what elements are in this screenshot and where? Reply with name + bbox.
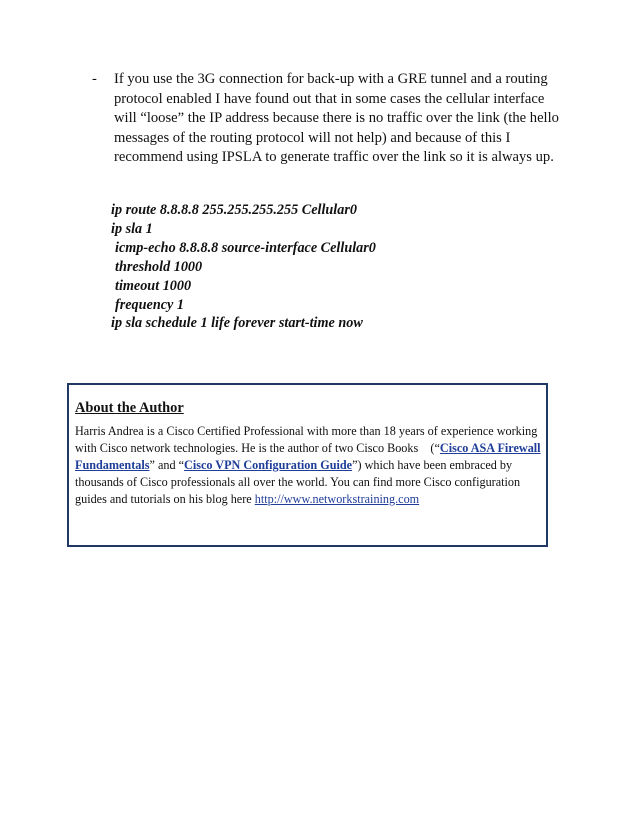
book-link-vpn-guide[interactable]: Cisco VPN Configuration Guide bbox=[184, 458, 353, 472]
code-line: icmp-echo 8.8.8.8 source-interface Cellular0 bbox=[115, 239, 376, 256]
about-author-heading: About the Author bbox=[75, 400, 184, 416]
book-link-asa-firewall[interactable]: Cisco ASA Firewall bbox=[439, 441, 541, 455]
bullet-line: protocol enabled I have found out that in some cases the cellular interface bbox=[114, 90, 545, 107]
author-line: Harris Andrea is a Cisco Certified Professional with more than 18 years of experience working bbox=[75, 424, 538, 438]
author-line: thousands of Cisco professionals all over the world. You can find more Cisco configuration bbox=[75, 475, 521, 489]
blog-link[interactable]: http://www.networkstraining.com bbox=[254, 492, 420, 506]
book-link-asa-firewall-cont[interactable]: Fundamentals bbox=[75, 458, 150, 472]
bullet-line: messages of the routing protocol will not help) and because of this I bbox=[114, 129, 511, 146]
bullet-item bbox=[92, 70, 572, 168]
bullet-line: If you use the 3G connection for back-up with a GRE tunnel and a routing bbox=[114, 71, 548, 87]
bullet-marker: - bbox=[92, 71, 97, 87]
bullet-line: recommend using IPSLA to generate traffic over the link so it is always up. bbox=[114, 149, 554, 166]
author-line bbox=[75, 457, 545, 474]
author-text-segment: ” and “ bbox=[149, 458, 185, 472]
code-line: ip route 8.8.8.8 255.255.255.255 Cellular0 bbox=[111, 202, 357, 218]
author-line bbox=[75, 491, 545, 508]
author-text-segment: guides and tutorials on his blog here bbox=[75, 492, 255, 506]
author-text-segment: with Cisco network technologies. He is the author of two Cisco Books (“ bbox=[75, 441, 440, 455]
code-line: frequency 1 bbox=[115, 296, 184, 313]
about-author-text bbox=[75, 423, 545, 508]
author-text-segment: ”) which have been embraced by bbox=[352, 458, 513, 472]
code-line: timeout 1000 bbox=[115, 277, 192, 294]
about-author-box bbox=[67, 383, 548, 547]
code-line: ip sla 1 bbox=[111, 220, 153, 237]
bullet-line: will “loose” the IP address because there is no traffic over the link (the hello bbox=[114, 110, 559, 127]
bullet-text bbox=[114, 70, 572, 168]
code-line: threshold 1000 bbox=[115, 258, 203, 275]
author-line bbox=[75, 440, 545, 457]
config-code-block bbox=[111, 201, 531, 333]
code-line: ip sla schedule 1 life forever start-time now bbox=[111, 315, 363, 332]
